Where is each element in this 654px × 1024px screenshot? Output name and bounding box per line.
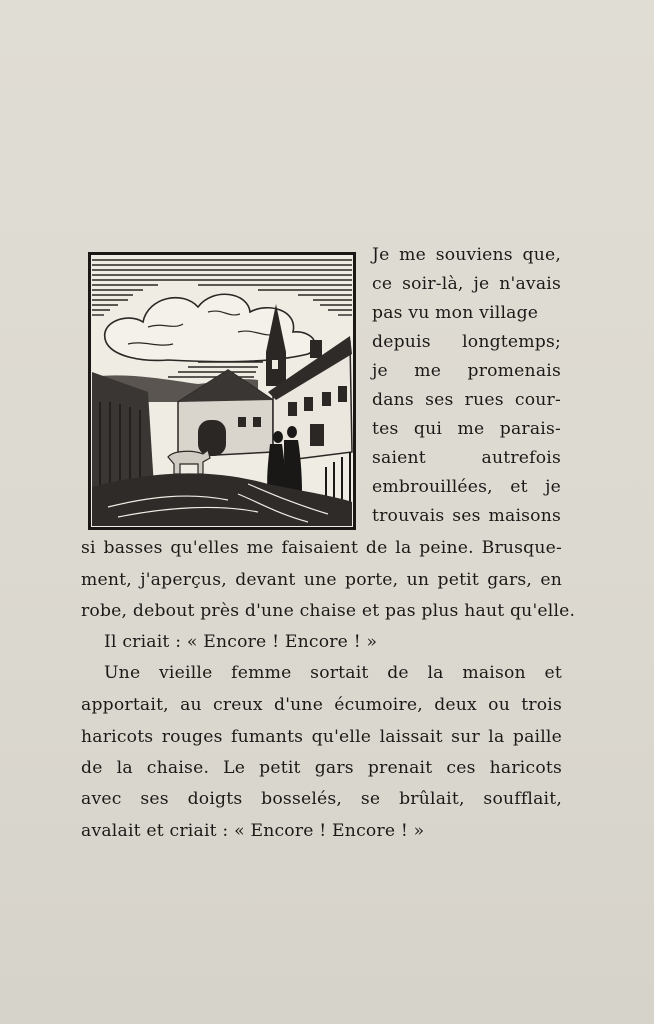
text-line: haricots rouges fumants qu'elle laissait sur la paille — [81, 727, 562, 747]
text-line: je me promenais — [372, 361, 561, 381]
text-line: de la chaise. Le petit gars prenait ces haricots — [81, 758, 562, 778]
text-line: ment, j'aperçus, devant une porte, un petit gars, en — [81, 570, 562, 590]
text-line: tes qui me parais- — [372, 419, 561, 439]
text-line: apportait, au creux d'une écumoire, deux ou trois — [81, 695, 562, 715]
text-line: saient autrefois — [372, 448, 561, 468]
text-line: si basses qu'elles me faisaient de la peine. Brusque- — [81, 538, 562, 558]
text-line: robe, debout près d'une chaise et pas plus haut qu'elle. — [81, 601, 576, 621]
text-line: avalait et criait : « Encore ! Encore ! » — [81, 821, 425, 841]
text-line: avec ses doigts bosselés, se brûlait, soufflait, — [81, 789, 562, 809]
text-line: pas vu mon village — [372, 303, 539, 323]
text-line: Une vieille femme sortait de la maison et — [104, 663, 562, 683]
text-line: trouvais ses maisons — [372, 506, 561, 526]
text-line: embrouillées, et je — [372, 477, 561, 497]
text-line: depuis longtemps; — [372, 332, 561, 352]
text-line: dans ses rues cour- — [372, 390, 561, 410]
text-line: Je me souviens que, — [372, 245, 561, 265]
text-line: Il criait : « Encore ! Encore ! » — [104, 632, 378, 652]
woodcut-village-illustration — [88, 252, 356, 530]
text-line: ce soir-là, je n'avais — [372, 274, 561, 294]
